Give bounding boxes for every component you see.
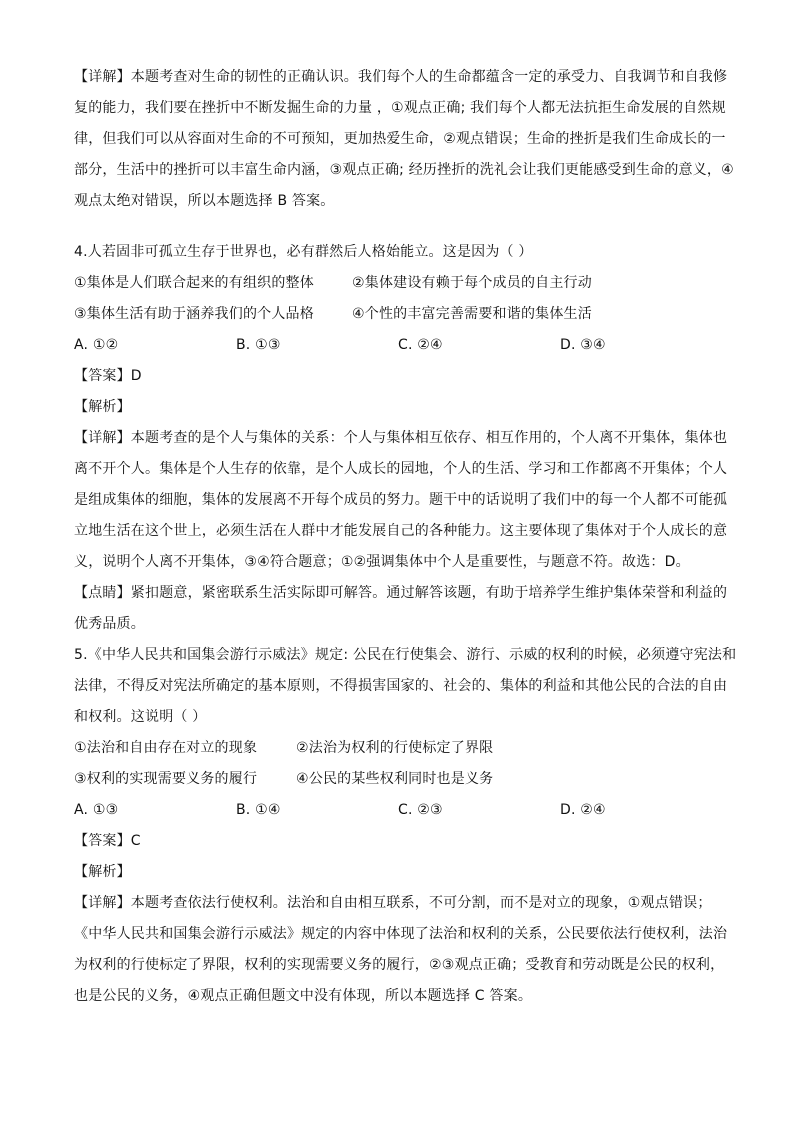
spacer	[74, 217, 724, 237]
paragraph-line: 离不开个人。集体是个人生存的依靠，是个人成长的园地，个人的生活、学习和工作都离不开集体；个人	[74, 461, 728, 477]
tip-line: 【点睛】紧扣题意，紧密联系生活实际即可解答。通过解答该题，有助于培养学生维护集体荣誉和利益的	[74, 585, 728, 601]
statement-3: ③集体生活有助于涵养我们的个人品格	[74, 306, 314, 322]
statement-row	[74, 764, 724, 795]
paragraph-line: 义，说明个人离不开集体，③④符合题意；①②强调集体中个人是重要性，与题意不符。故选：D。	[74, 554, 690, 570]
analysis-heading: 【解析】	[74, 864, 131, 880]
paragraph-line: 【详解】本题考查对生命的韧性的正确认识。我们每个人的生命都蕴含一定的承受力、自我调节和自我修	[74, 69, 728, 85]
paragraph-line: 是组成集体的细胞，集体的发展离不开每个成员的努力。题干中的话说明了我们中的每一个人都不可能孤	[74, 492, 728, 508]
choice-d: D. ②④	[560, 802, 606, 818]
statement-4: ④公民的某些权利同时也是义务	[296, 771, 494, 787]
choice-c: C. ②④	[398, 337, 443, 353]
statement-4: ④个性的丰富完善需要和谐的集体生活	[352, 306, 592, 322]
question-stem: 和权利。这说明（ ）	[74, 709, 207, 725]
answer-line: 【答案】C	[74, 833, 141, 849]
question-stem: 5.《中华人民共和国集会游行示威法》规定: 公民在行使集会、游行、示威的权利的时候，必须遵守宪法和	[74, 647, 737, 663]
analysis-heading: 【解析】	[74, 399, 131, 415]
choice-a: A. ①③	[74, 802, 119, 818]
choice-c: C. ②③	[398, 802, 443, 818]
choice-row	[74, 795, 724, 826]
answer-line: 【答案】D	[74, 368, 142, 384]
paragraph-line: 【详解】本题考查的是个人与集体的关系：个人与集体相互依存、相互作用的，个人离不开集体，集体也	[74, 430, 728, 446]
choice-row	[74, 330, 724, 361]
statement-row	[74, 268, 724, 299]
statement-row	[74, 733, 724, 764]
choice-a: A. ①②	[74, 337, 119, 353]
statement-2: ②集体建设有赖于每个成员的自主行动	[352, 275, 592, 291]
paragraph-line: 也是公民的义务，④观点正确但题文中没有体现，所以本题选择 C 答案。	[74, 988, 533, 1004]
statement-row	[74, 299, 724, 330]
statement-2: ②法治为权利的行使标定了界限	[296, 740, 494, 756]
paragraph-line: 立地生活在这个世上，必须生活在人群中才能发展自己的各种能力。这主要体现了集体对于个人成长的意	[74, 523, 728, 539]
question-4	[74, 237, 728, 640]
document-page	[74, 62, 737, 1012]
paragraph-line: 【详解】本题考查依法行使权利。法治和自由相互联系，不可分割，而不是对立的现象，①观点错误；	[74, 895, 712, 911]
paragraph-line: 观点太绝对错误，所以本题选择 B 答案。	[74, 193, 335, 209]
question-stem: 法律，不得反对宪法所确定的基本原则，不得损害国家的、社会的、集体的利益和其他公民的合法的自由	[74, 678, 728, 694]
paragraph-line: 律，但我们可以从容面对生命的不可预知，更加热爱生命，②观点错误；生命的挫折是我们生命成长的一	[74, 131, 726, 147]
question-5	[74, 640, 737, 1012]
q3-explanation	[74, 62, 734, 217]
choice-d: D. ③④	[560, 337, 606, 353]
paragraph-line: 部分，生活中的挫折可以丰富生命内涵，③观点正确; 经历挫折的洗礼会让我们更能感受到生命的意义，④	[74, 162, 734, 178]
paragraph-line: 复的能力，我们要在挫折中不断发掘生命的力量 ，①观点正确; 我们每个人都无法抗拒生命发展的自然规	[74, 100, 726, 116]
choice-b: B. ①④	[236, 802, 281, 818]
choice-b: B. ①③	[236, 337, 281, 353]
paragraph-line: 为权利的行使标定了界限，权利的实现需要义务的履行，②③观点正确；受教育和劳动既是公民的权利，	[74, 957, 725, 973]
statement-3: ③权利的实现需要义务的履行	[74, 771, 258, 787]
statement-1: ①集体是人们联合起来的有组织的整体	[74, 275, 314, 291]
question-stem: 4.人若固非可孤立生存于世界也，必有群然后人格始能立。这是因为（ ）	[74, 244, 533, 260]
paragraph-line: 《中华人民共和国集会游行示威法》规定的内容中体现了法治和权利的关系，公民要依法行使权利，法治	[74, 926, 728, 942]
tip-line: 优秀品质。	[74, 616, 145, 632]
statement-1: ①法治和自由存在对立的现象	[74, 740, 258, 756]
